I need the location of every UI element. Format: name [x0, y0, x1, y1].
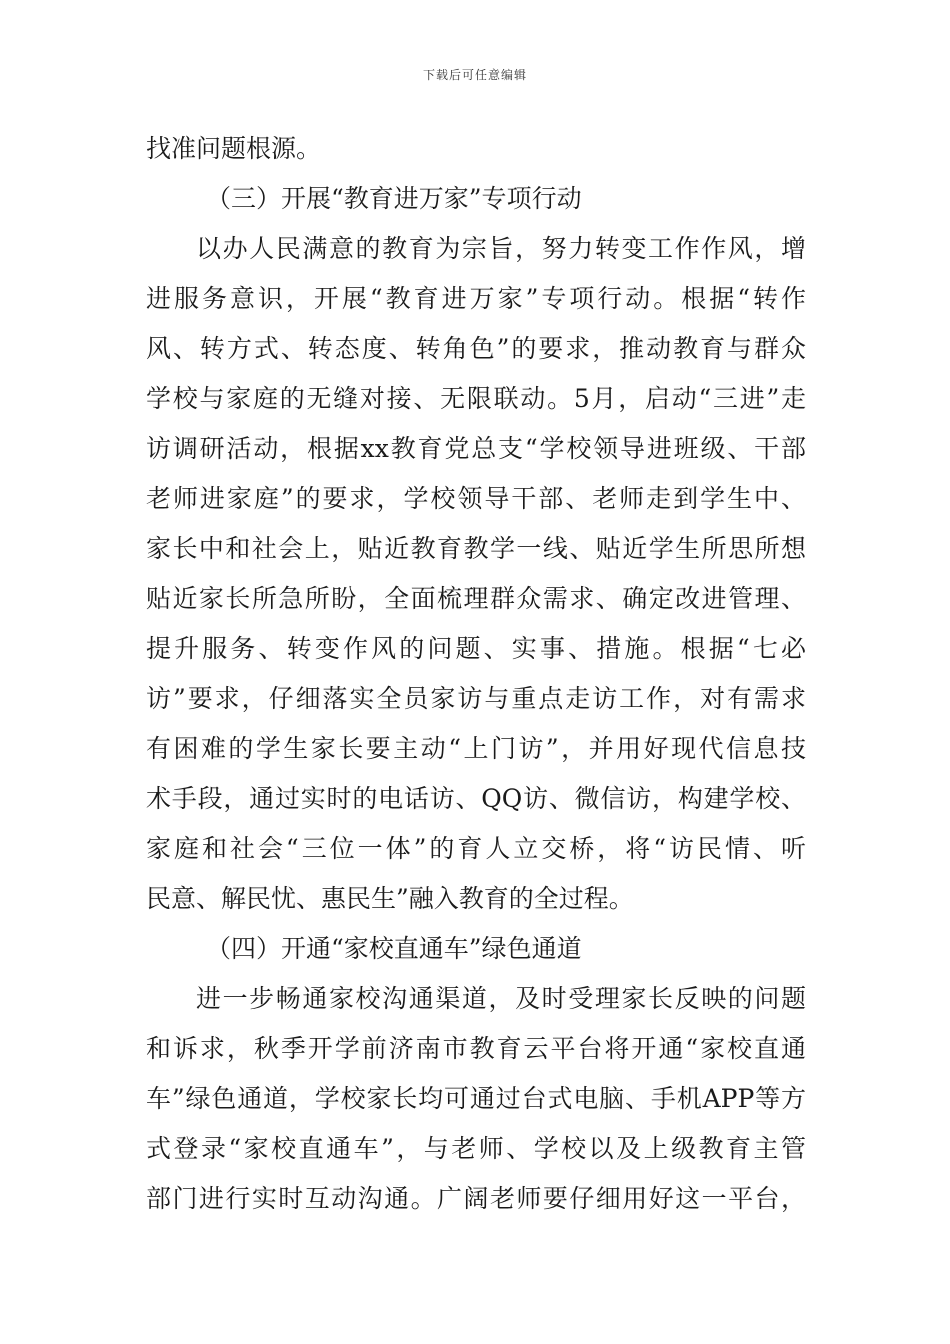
body-line: 学校与家庭的无缝对接、无限联动。5月，启动“三进”走 — [146, 384, 806, 413]
section-heading: （三）开展“教育进万家”专项行动 — [206, 184, 582, 213]
body-line: 进一步畅通家校沟通渠道，及时受理家长反映的问题 — [196, 984, 806, 1013]
body-line: 访调研活动，根据xx教育党总支“学校领导进班级、干部 — [146, 434, 806, 463]
body-line: 式登录“家校直通车”，与老师、学校以及上级教育主管 — [146, 1134, 806, 1163]
section-heading: （四）开通“家校直通车”绿色通道 — [206, 934, 582, 963]
body-line: 有困难的学生家长要主动“上门访”，并用好现代信息技 — [146, 734, 806, 763]
body-line: 和诉求，秋季开学前济南市教育云平台将开通“家校直通 — [146, 1034, 806, 1063]
body-line: 术手段，通过实时的电话访、QQ访、微信访，构建学校、 — [146, 784, 806, 813]
document-body — [146, 124, 806, 1224]
body-line: 以办人民满意的教育为宗旨，努力转变工作作风，增 — [196, 234, 806, 263]
body-line: 找准问题根源。 — [146, 134, 322, 163]
body-line: 进服务意识，开展“教育进万家”专项行动。根据“转作 — [146, 284, 806, 313]
body-line: 民意、解民忧、惠民生”融入教育的全过程。 — [146, 884, 634, 913]
body-line: 老师进家庭”的要求，学校领导干部、老师走到学生中、 — [146, 484, 806, 513]
body-line: 部门进行实时互动沟通。广阔老师要仔细用好这一平台， — [146, 1184, 806, 1213]
body-line: 提升服务、转变作风的问题、实事、措施。根据“七必 — [146, 634, 806, 663]
body-line: 车”绿色通道，学校家长均可通过台式电脑、手机APP等方 — [146, 1084, 806, 1113]
body-line: 家长中和社会上，贴近教育教学一线、贴近学生所思所想 — [146, 534, 806, 563]
page-header: 下载后可任意编辑 — [422, 68, 527, 82]
body-line: 贴近家长所急所盼，全面梳理群众需求、确定改进管理、 — [146, 584, 806, 613]
body-line: 风、转方式、转态度、转角色”的要求，推动教育与群众 — [146, 334, 806, 363]
body-line: 访”要求，仔细落实全员家访与重点走访工作，对有需求 — [146, 684, 806, 713]
body-line: 家庭和社会“三位一体”的育人立交桥，将“访民情、听 — [146, 834, 806, 863]
